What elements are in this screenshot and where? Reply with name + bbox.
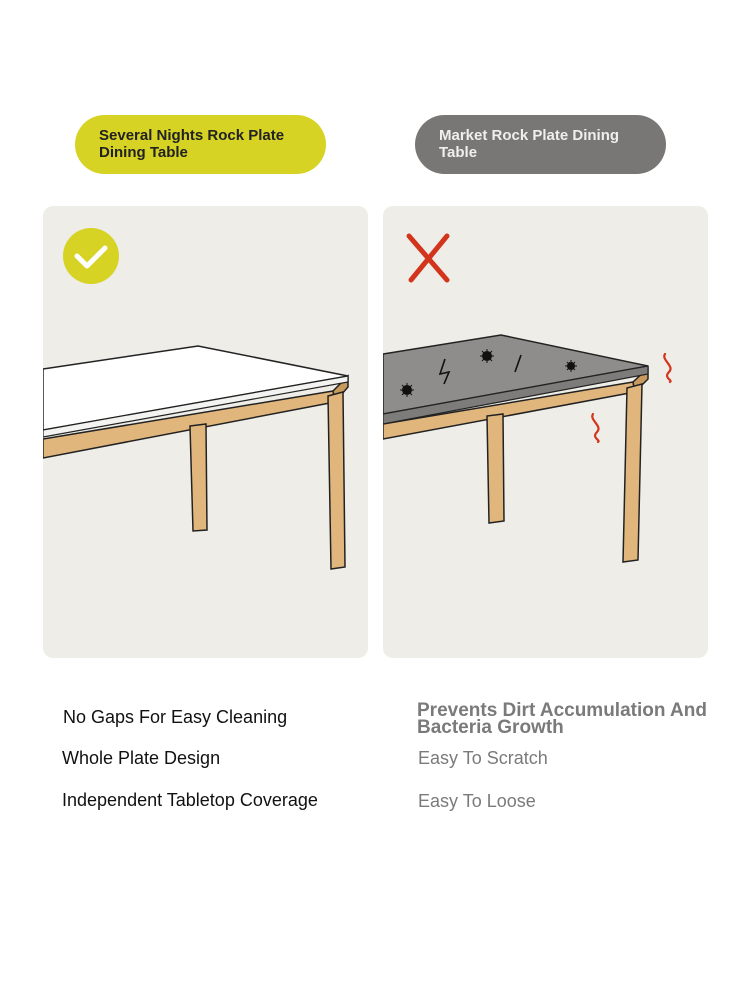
feature-left-3: Independent Tabletop Coverage: [62, 790, 318, 810]
left-title: Several Nights Rock Plate Dining Table: [99, 127, 285, 161]
table-illustration-gray-top: [383, 206, 708, 658]
comparison-panel-left: [43, 206, 368, 658]
header-label-left: [75, 115, 326, 174]
feature-left-2: Whole Plate Design: [62, 748, 221, 768]
table-illustration-white-top: [43, 206, 368, 658]
comparison-panel-right: [383, 206, 708, 658]
feature-right-2: Easy To Scratch: [418, 748, 548, 768]
feature-right-3: Easy To Loose: [418, 791, 536, 811]
feature-right-1: Prevents Dirt Accumulation And Bacteria Growth: [417, 700, 707, 738]
header-label-right: [415, 115, 666, 174]
feature-left-1: No Gaps For Easy Cleaning: [63, 707, 288, 727]
right-title: Market Rock Plate Dining Table: [439, 127, 620, 161]
